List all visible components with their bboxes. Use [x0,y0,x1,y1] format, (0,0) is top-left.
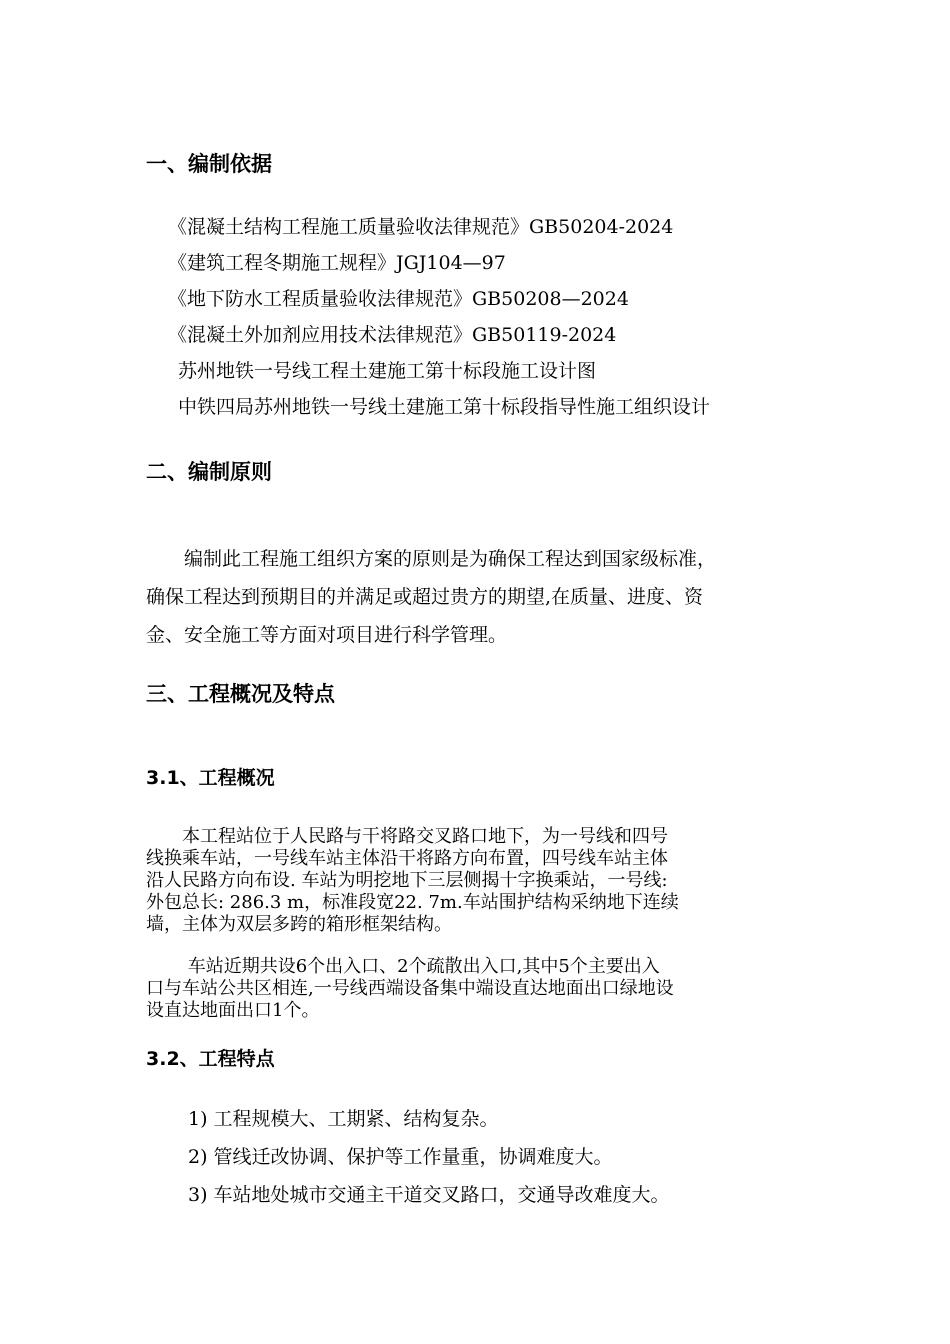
overview-paragraph-1 [146,826,816,936]
feature-list-item: 2) 管线迁改协调、保护等工作量重，协调难度大。 [188,1146,613,1168]
paragraph-line: 口与车站公共区相连,一号线西端设备集中端设直达地面出口绿地设 [146,978,674,999]
reference-item: 《建筑工程冬期施工规程》JGJ104—97 [168,252,506,274]
overview-paragraph-2 [146,956,816,1022]
paragraph-line: 金、安全施工等方面对项目进行科学管理。 [146,624,508,646]
paragraph-line: 外包总长: 286.3 m，标准段宽22. 7m.车站围护结构采纳地下连续 [146,892,679,913]
principle-paragraph [146,540,816,654]
paragraph-line: 线换乘车站，一号线车站主体沿干将路方向布置，四号线车站主体 [146,848,668,869]
reference-item: 苏州地铁一号线工程土建施工第十标段施工设计图 [178,360,597,382]
paragraph-line: 设直达地面出口1个。 [146,1000,320,1021]
reference-item: 《混凝土外加剂应用技术法律规范》GB50119-2024 [168,324,617,346]
paragraph-line: 编制此工程施工组织方案的原则是为确保工程达到国家级标准， [146,548,717,570]
section-2-heading: 二、编制原则 [146,460,272,484]
paragraph-line: 本工程站位于人民路与干将路交叉路口地下，为一号线和四号 [146,826,668,847]
reference-item: 中铁四局苏州地铁一号线土建施工第十标段指导性施工组织设计 [178,396,711,418]
subsection-3-1-heading: 3.1、工程概况 [146,767,275,789]
paragraph-line: 沿人民路方向布设. 车站为明挖地下三层侧揭十字换乘站，一号线: [146,870,668,891]
feature-list-item: 3) 车站地处城市交通主干道交叉路口，交通导改难度大。 [188,1184,670,1206]
reference-item: 《混凝土结构工程施工质量验收法律规范》GB50204-2024 [168,216,674,238]
section-1-heading: 一、编制依据 [146,152,272,176]
subsection-3-2-heading: 3.2、工程特点 [146,1048,275,1070]
reference-item: 《地下防水工程质量验收法律规范》GB50208—2024 [168,288,629,310]
paragraph-line: 墙，主体为双层多跨的箱形框架结构。 [146,914,452,935]
paragraph-line: 确保工程达到预期目的并满足或超过贵方的期望,在质量、进度、资 [146,586,704,608]
paragraph-line: 车站近期共设6个出入口、2个疏散出入口,其中5个主要出入 [146,956,660,977]
section-3-heading: 三、工程概况及特点 [146,682,335,706]
feature-list-item: 1) 工程规模大、工期紧、结构复杂。 [188,1108,499,1130]
